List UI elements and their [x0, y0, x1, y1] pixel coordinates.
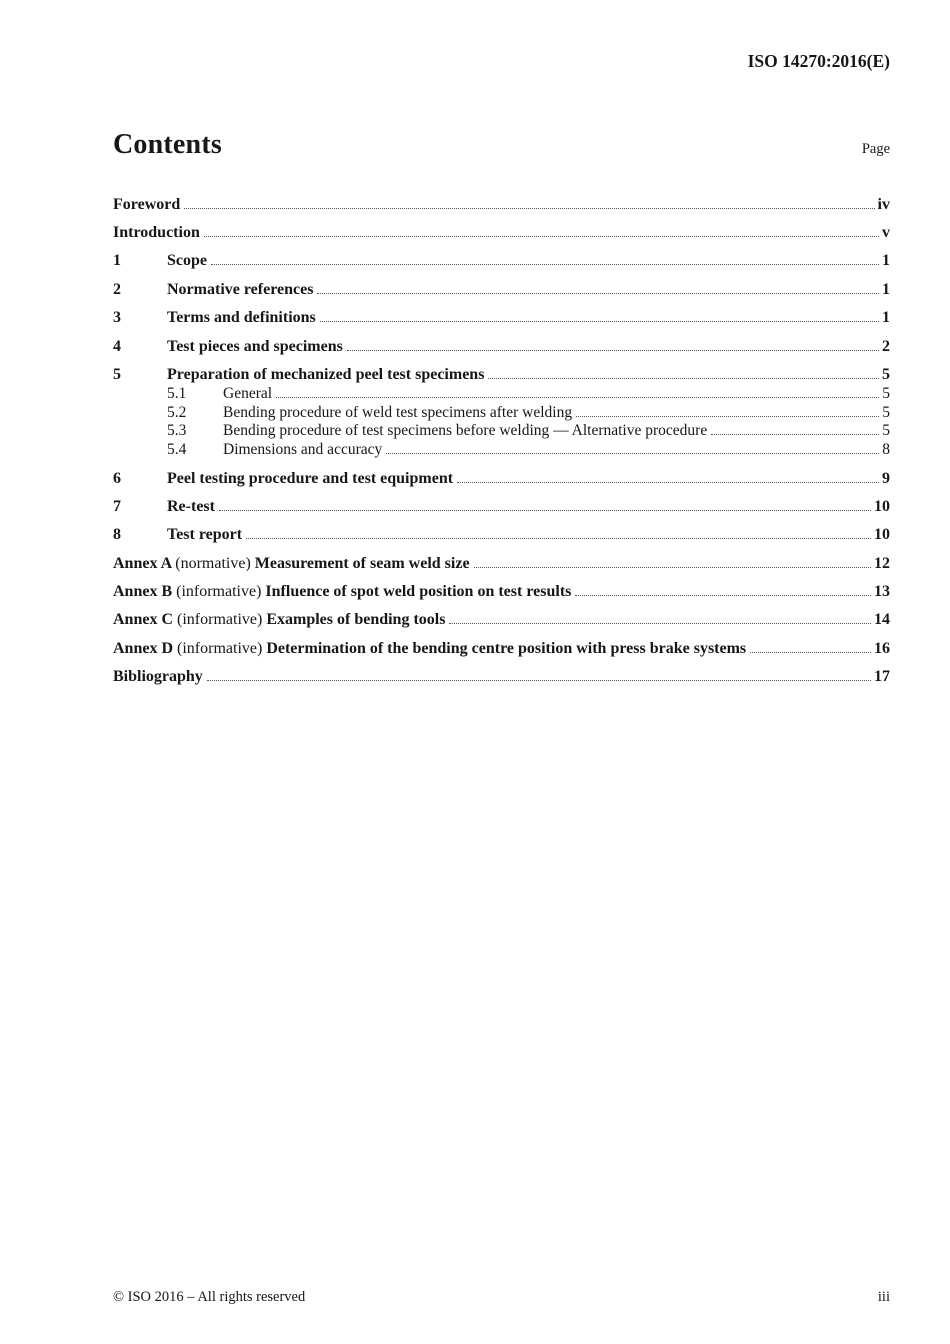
toc-entry-page: 10 [874, 526, 890, 544]
toc-entry[interactable] [113, 252, 890, 271]
dot-leader [449, 623, 871, 624]
toc-entry-label: Peel testing procedure and test equipment [167, 469, 454, 487]
toc-entry-number: 5.1 [167, 384, 187, 402]
toc-entry-number: 5.2 [167, 403, 187, 421]
dot-leader [386, 453, 879, 454]
toc-entry-number: 5.3 [167, 422, 187, 440]
toc-entry[interactable] [113, 422, 890, 441]
toc-entry[interactable] [113, 224, 890, 243]
annex-qualifier: (normative) [175, 554, 255, 572]
dot-leader [711, 434, 879, 435]
dot-leader [347, 350, 879, 351]
annex-prefix: Annex C [113, 611, 178, 629]
toc-entry[interactable] [113, 366, 890, 385]
toc-entry[interactable] [113, 385, 890, 404]
toc-entry[interactable] [113, 498, 890, 517]
toc-entry-page: 1 [882, 309, 890, 327]
annex-qualifier: (informative) [177, 639, 267, 657]
toc-entry-number: 7 [113, 497, 121, 515]
toc-entry-page: 13 [874, 583, 890, 601]
toc-entry-label: Bending procedure of weld test specimens after welding [223, 403, 573, 421]
toc-entry-page: 2 [882, 337, 890, 355]
toc-entry-page: 9 [882, 469, 890, 487]
toc-entry[interactable] [113, 611, 890, 630]
toc-entry-page: 16 [874, 639, 890, 657]
toc-entry[interactable] [113, 555, 890, 574]
dot-leader [211, 264, 879, 265]
dot-leader [276, 397, 879, 398]
toc-entry-label [113, 640, 746, 659]
annex-title: Examples of bending tools [266, 611, 446, 629]
toc-entry-label: Test pieces and specimens [167, 337, 343, 355]
dot-leader [575, 595, 871, 596]
contents-heading-row [113, 128, 890, 162]
annex-qualifier: (informative) [176, 583, 266, 601]
toc-entry-page: iv [877, 195, 890, 213]
toc-entry-page: 5 [882, 384, 890, 402]
dot-leader [207, 680, 871, 681]
toc-entry-label: Dimensions and accuracy [223, 441, 383, 459]
dot-leader [750, 652, 871, 653]
toc-entry-number: 2 [113, 280, 121, 298]
toc-list [113, 186, 890, 687]
toc-entry-page: 8 [882, 441, 890, 459]
dot-leader [219, 510, 871, 511]
annex-title: Influence of spot weld position on test results [265, 583, 572, 601]
toc-entry-number: 4 [113, 337, 121, 355]
toc-entry[interactable] [113, 281, 890, 300]
toc-entry-label: General [223, 384, 273, 402]
toc-entry-label: Test report [167, 526, 243, 544]
dot-leader [246, 538, 871, 539]
toc-entry-page: 5 [882, 403, 890, 421]
toc-entry[interactable] [113, 640, 890, 659]
toc-entry-label: Introduction [113, 223, 200, 241]
toc-entry-page: 10 [874, 497, 890, 515]
toc-entry-number: 5.4 [167, 441, 187, 459]
toc-entry-page: 14 [874, 611, 890, 629]
toc-entry[interactable] [113, 338, 890, 357]
toc-entry[interactable] [113, 583, 890, 602]
page-footer [113, 1288, 890, 1306]
toc-entry-label: Terms and definitions [167, 309, 316, 327]
toc-entry[interactable] [113, 470, 890, 489]
toc-entry-label: Bending procedure of test specimens before welding — Alternative procedure [223, 422, 708, 440]
toc-entry-page: 1 [882, 280, 890, 298]
toc-entry[interactable] [113, 526, 890, 545]
toc-entry-page: v [882, 223, 890, 241]
annex-qualifier: (informative) [177, 611, 267, 629]
annex-title: Measurement of seam weld size [254, 554, 470, 572]
dot-leader [320, 321, 879, 322]
dot-leader [184, 208, 874, 209]
toc-entry-label: Scope [167, 252, 207, 270]
toc-entry-label [113, 583, 571, 602]
toc-entry-label [113, 611, 445, 630]
toc-entry-number: 8 [113, 526, 121, 544]
toc-entry-page: 12 [874, 554, 890, 572]
toc-entry[interactable] [113, 441, 890, 460]
toc-entry-number: 6 [113, 469, 121, 487]
toc-entry-label [113, 555, 470, 574]
toc-entry-number: 5 [113, 365, 121, 383]
toc-entry[interactable] [113, 196, 890, 215]
dot-leader [317, 293, 879, 294]
toc-entry-label: Foreword [113, 195, 181, 213]
page-column-label: Page [861, 141, 890, 157]
toc-entry[interactable] [113, 309, 890, 328]
toc-entry[interactable] [113, 668, 890, 687]
toc-entry-page: 5 [882, 422, 890, 440]
copyright-notice: © ISO 2016 – All rights reserved [113, 1289, 306, 1305]
toc-entry-label: Normative references [167, 280, 314, 298]
document-reference: ISO 14270:2016(E) [747, 51, 890, 71]
toc-entry-number: 1 [113, 252, 121, 270]
toc-entry-number: 3 [113, 309, 121, 327]
toc-entry-label: Preparation of mechanized peel test specimens [167, 365, 485, 383]
dot-leader [488, 378, 879, 379]
annex-title: Determination of the bending centre position with press brake systems [266, 639, 747, 657]
toc-entry-label: Bibliography [113, 668, 203, 686]
toc-entry-page: 5 [882, 365, 890, 383]
dot-leader [474, 567, 871, 568]
toc-entry-page: 17 [874, 668, 890, 686]
annex-prefix: Annex A [113, 554, 176, 572]
toc-entry[interactable] [113, 404, 890, 423]
dot-leader [457, 482, 879, 483]
page-title: Contents [113, 129, 222, 160]
toc-entry-label: Re-test [167, 497, 215, 515]
toc-entry-page: 1 [882, 252, 890, 270]
folio-page-number: iii [877, 1289, 890, 1305]
annex-prefix: Annex B [113, 583, 177, 601]
dot-leader [576, 416, 879, 417]
dot-leader [204, 236, 879, 237]
annex-prefix: Annex D [113, 639, 178, 657]
